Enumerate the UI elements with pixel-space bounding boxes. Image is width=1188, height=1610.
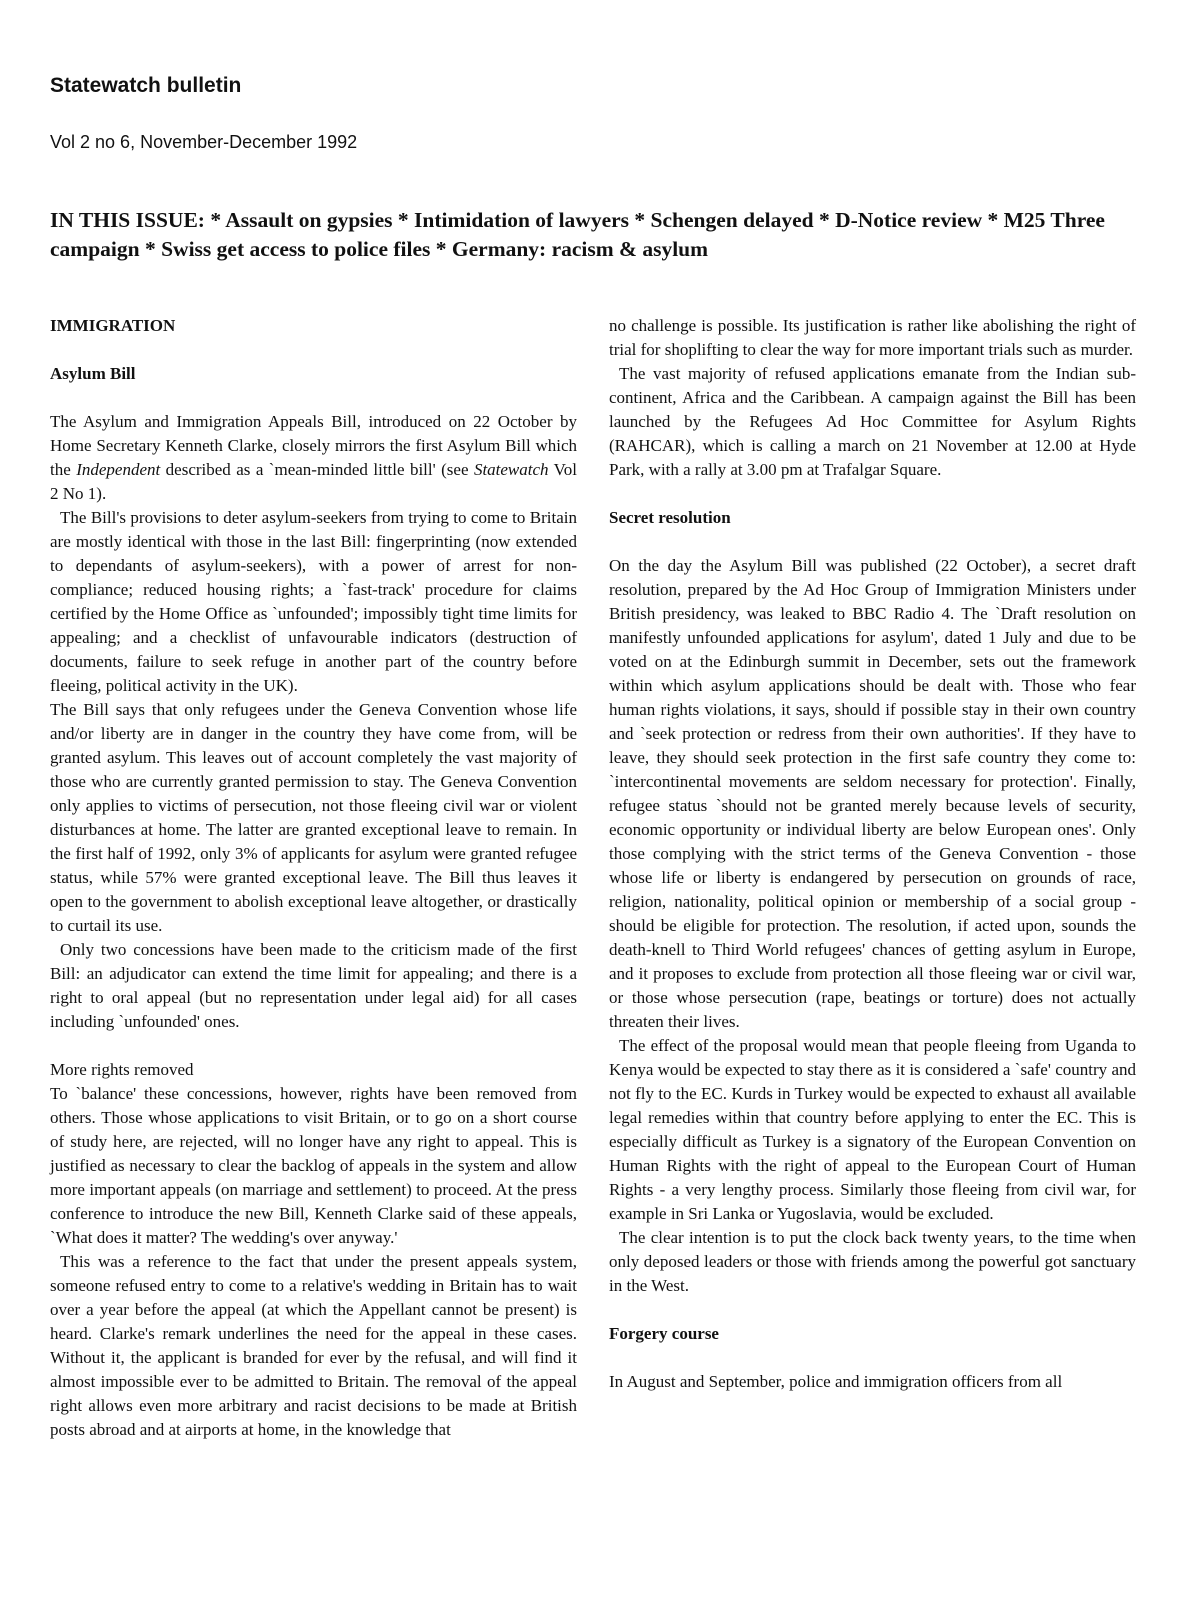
paragraph: no challenge is possible. Its justification is rather like abolishing the right of trial for shoplifting to clear the way for more important trials such as murder. bbox=[609, 316, 1136, 359]
paragraph: The Bill says that only refugees under the Geneva Convention whose life and/or liberty are in danger in the country they have come from, will be granted asylum. This leaves out of account completely the vast majority of those who are currently granted permission to stay. The Geneva Convention only applies to victims of persecution, not those fleeing civil war or violent disturbances at home. The latter are granted exceptional leave to remain. In the first half of 1992, only 3% of applicants for asylum were granted refugee status, while 57% were granted exceptional leave. The Bill thus leaves it open to the government to abolish exceptional leave altogether, or drastically to curtail its use. bbox=[50, 700, 577, 935]
italic-text: Statewatch bbox=[473, 460, 549, 479]
paragraph: To `balance' these concessions, however, rights have been removed from others. Those whose applications to visit Britain, or to go on a short course of study here, are rejected, will no longer have any right to appeal. This is justified as necessary to clear the backlog of appeals in the system and allow more important appeals (on marriage and settlement) to proceed. At the press conference to introduce the new Bill, Kenneth Clarke said of these appeals, `What does it matter? The wedding's over anyway.' bbox=[50, 1084, 577, 1247]
section-heading: IMMIGRATION bbox=[50, 316, 176, 335]
in-this-issue-headline: IN THIS ISSUE: * Assault on gypsies * Intimidation of lawyers * Schengen delayed * D-Notice review * M25 Three campaign * Swiss get access to police files * Germany: racism & asylum bbox=[50, 208, 1105, 261]
italic-text: Independent bbox=[76, 460, 161, 479]
paragraph: Only two concessions have been made to the criticism made of the first Bill: an adjudicator can extend the time limit for appealing; and there is a right to oral appeal (but no representation under legal aid) for all cases including `unfounded' ones. bbox=[50, 940, 577, 1031]
publication-title: Statewatch bulletin bbox=[50, 74, 242, 97]
paragraph: The clear intention is to put the clock back twenty years, to the time when only deposed leaders or those with friends among the powerful got sanctuary in the West. bbox=[609, 1228, 1136, 1295]
paragraph: In August and September, police and immigration officers from all bbox=[609, 1372, 1063, 1391]
paragraph: The effect of the proposal would mean that people fleeing from Uganda to Kenya would be expected to stay there as it is considered a `safe' country and not fly to the EC. Kurds in Turkey would be expected to exhaust all available legal remedies within that country before applying to enter the EC. This is especially difficult as Turkey is a signatory of the European Convention on Human Rights with the right of appeal to the European Court of Human Rights - a very lengthy process. Similarly those fleeing from civil war, for example in Sri Lanka or Yugoslavia, would be excluded. bbox=[609, 1036, 1136, 1223]
paragraph: The vast majority of refused applications emanate from the Indian sub-continent, Africa and the Caribbean. A campaign against the Bill has been launched by the Refugees Ad Hoc Committee for Asylum Rights (RAHCAR), which is calling a march on 21 November at 12.00 at Hyde Park, with a rally at 3.00 pm at Trafalgar Square. bbox=[609, 364, 1136, 479]
text-run: Vol 2 No 1). bbox=[50, 460, 577, 503]
paragraph: The Bill's provisions to deter asylum-seekers from trying to come to Britain are mostly identical with those in the last Bill: fingerprinting (now extended to dependants of asylum-seekers), with a power of arrest for non-compliance; reduced housing rights; a `fast-track' procedure for claims certified by the Home Office as `unfounded'; impossibly tight time limits for appealing; and a checklist of unfavourable indicators (destruction of documents, failure to seek refuge in another part of the country before fleeing, political activity in the UK). bbox=[50, 508, 577, 695]
issue-volume: Vol 2 no 6, November-December 1992 bbox=[50, 132, 358, 152]
text-run: described as a `mean-minded little bill' (see bbox=[160, 460, 474, 479]
left-column bbox=[50, 314, 577, 1442]
right-column bbox=[609, 314, 1136, 1394]
paragraph bbox=[50, 410, 577, 506]
paragraph: This was a reference to the fact that under the present appeals system, someone refused entry to come to a relative's wedding in Britain has to wait over a year before the appeal (at which the Appellant cannot be present) is heard. Clarke's remark underlines the need for the appeal in these cases. Without it, the applicant is branded for ever by the refusal, and will find it almost impossible ever to be admitted to Britain. The removal of the appeal right allows even more arbitrary and racist decisions to be made at British posts abroad and at airports at home, in the knowledge that bbox=[50, 1252, 577, 1439]
subheading: More rights removed bbox=[50, 1060, 194, 1079]
article-title: Asylum Bill bbox=[50, 364, 136, 383]
text-run: The Asylum and Immigration Appeals Bill, introduced on 22 October by Home Secretary Kenneth Clarke, closely mirrors the first Asylum Bill which the bbox=[50, 412, 577, 479]
paragraph: On the day the Asylum Bill was published (22 October), a secret draft resolution, prepared by the Ad Hoc Group of Immigration Ministers under British presidency, was leaked to BBC Radio 4. The `Draft resolution on manifestly unfounded applications for asylum', dated 1 July and due to be voted on at the Edinburgh summit in December, sets out the framework within which asylum applications should be dealt with. Those who fear human rights violations, it says, should if possible stay in their own country and `seek protection or redress from their own authorities'. If they have to leave, they should seek protection in the first safe country they come to: `intercontinental movements are seldom necessary for protection'. Finally, refugee status `should not be granted merely because levels of security, economic opportunity or individual liberty are below European ones'. Only those complying with the strict terms of the Geneva Convention - those whose life or liberty is endangered by persecution on grounds of race, religion, nationality, political opinion or membership of a social group - should be eligible for protection. The resolution, if acted upon, sounds the death-knell to Third World refugees' chances of getting asylum in Europe, and it proposes to exclude from protection all those fleeing war or civil war, or those whose persecution (rape, beatings or torture) does not actually threaten their lives. bbox=[609, 556, 1136, 1031]
article-title: Forgery course bbox=[609, 1324, 719, 1343]
article-title: Secret resolution bbox=[609, 508, 731, 527]
